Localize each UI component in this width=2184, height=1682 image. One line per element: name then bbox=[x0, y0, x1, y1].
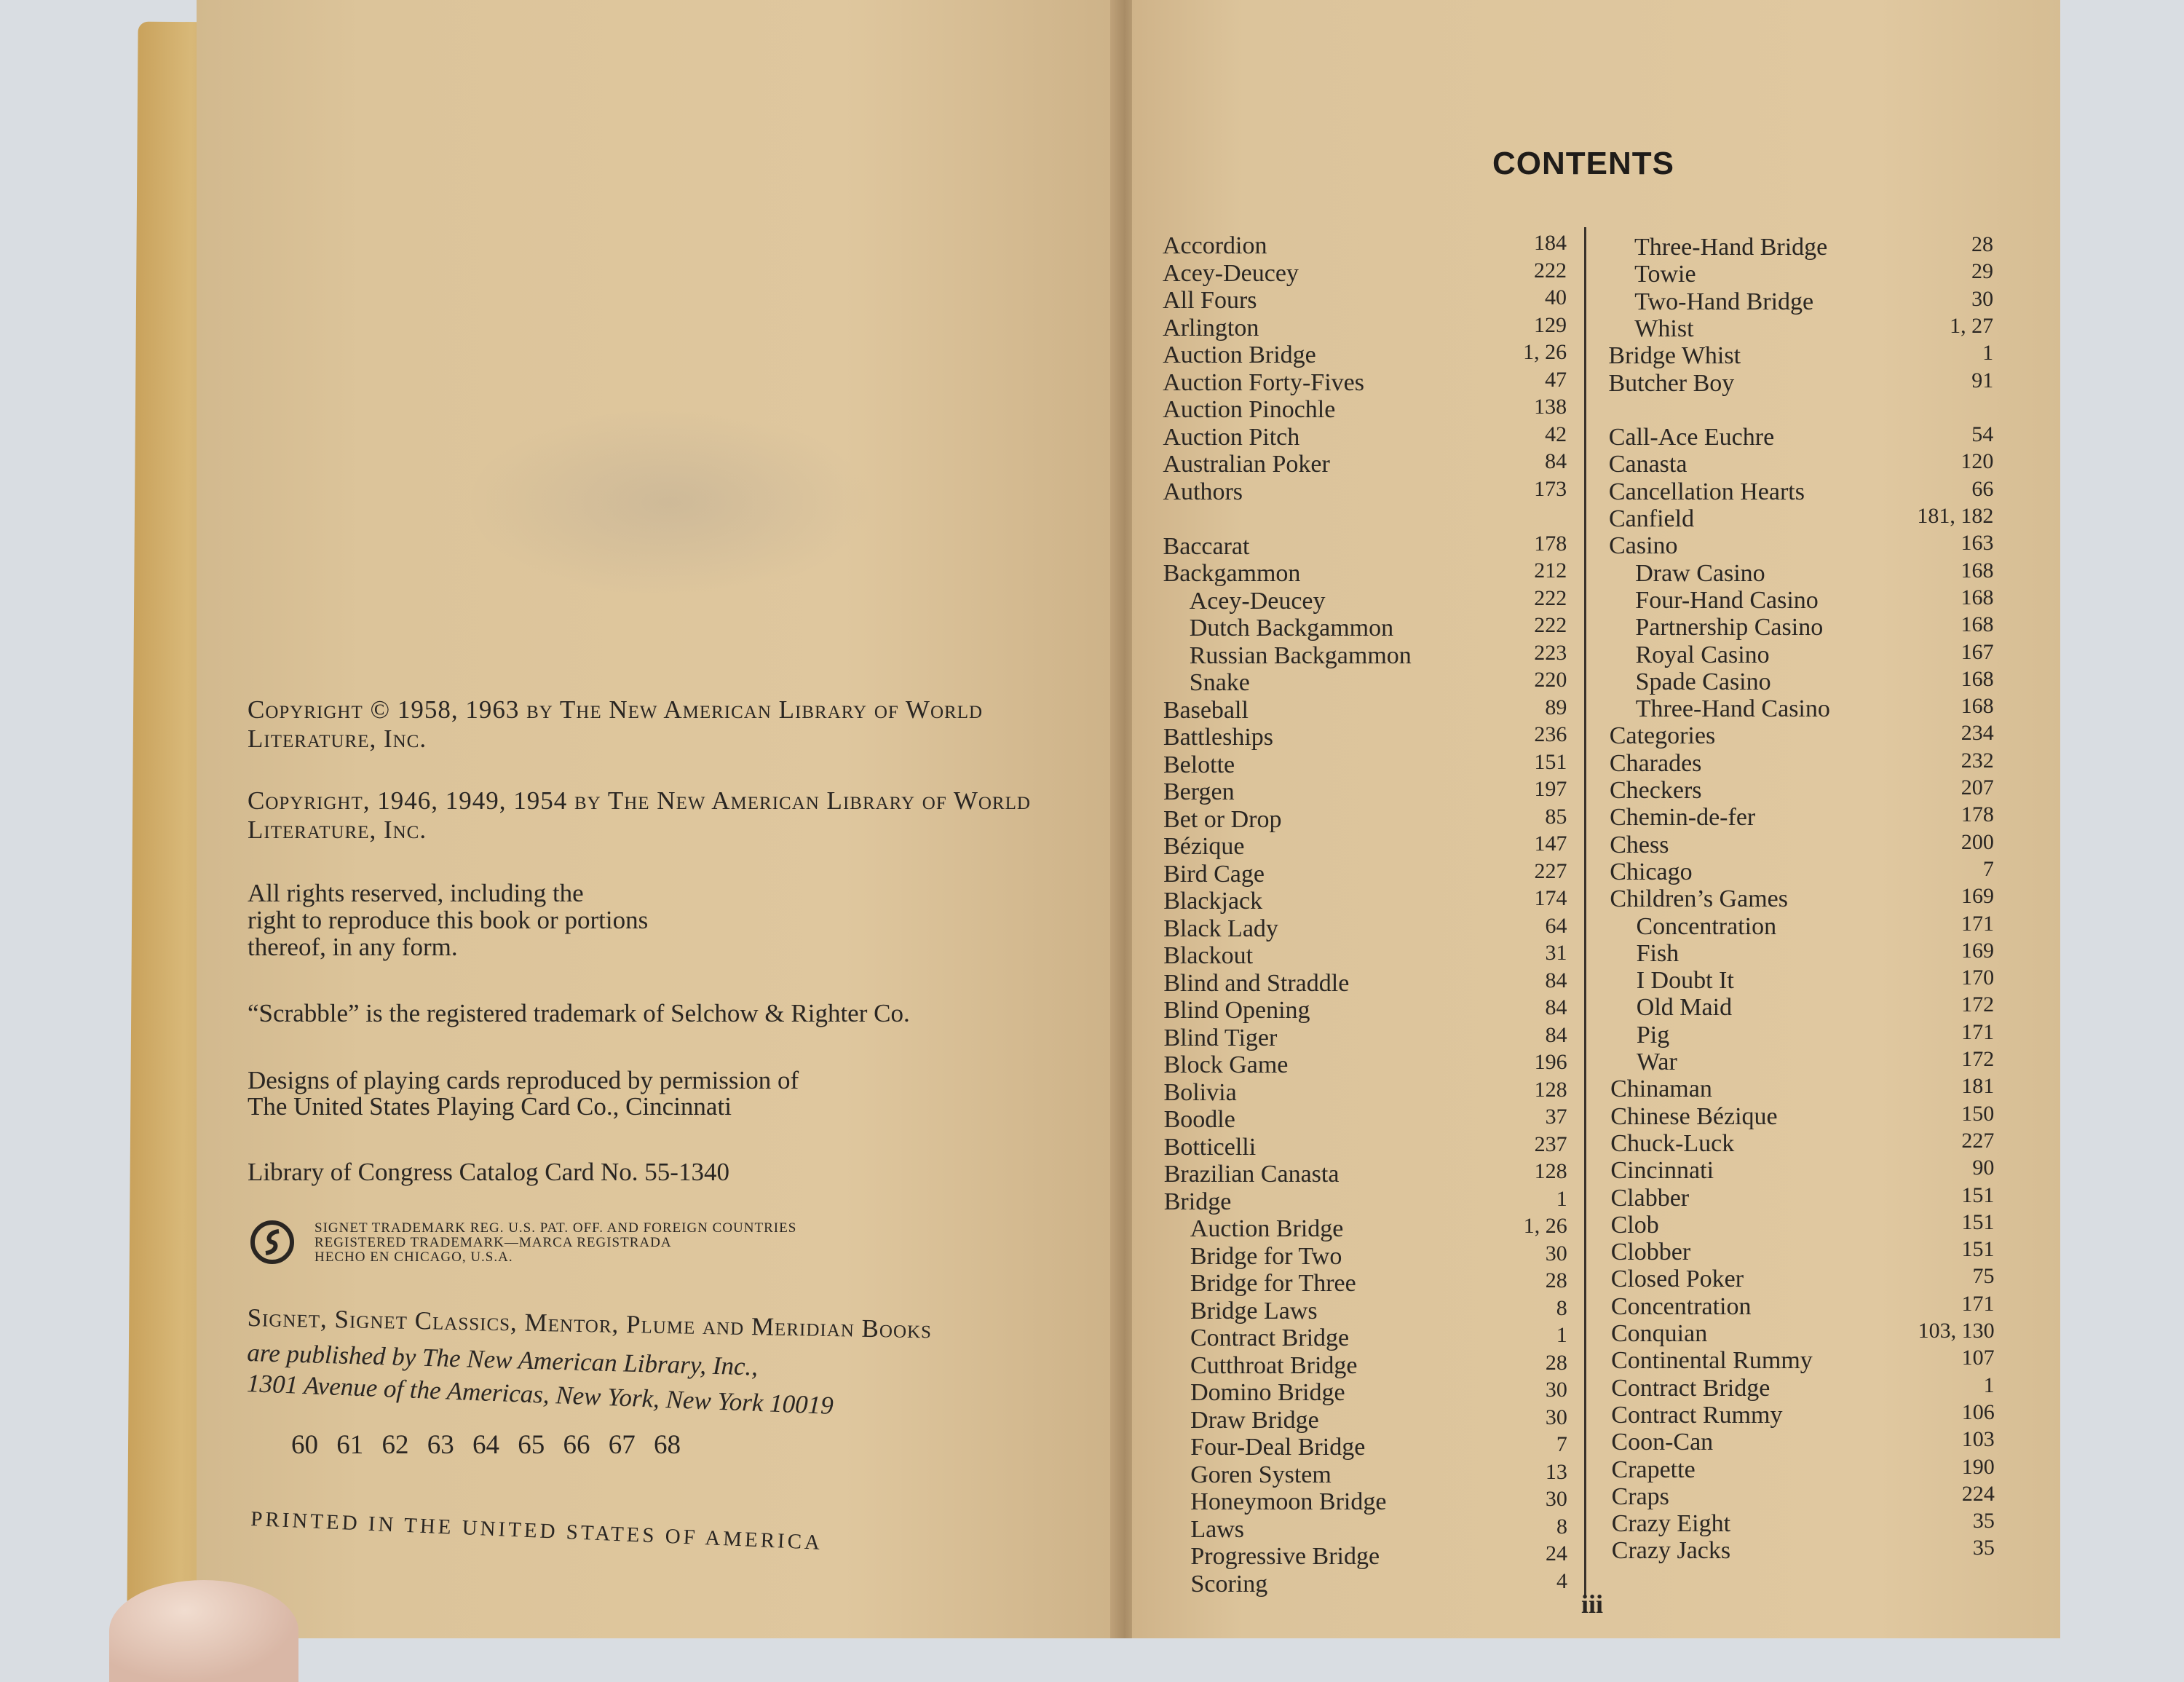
contents-entry-page: 174 bbox=[1534, 886, 1567, 910]
contents-entry-page: 150 bbox=[1961, 1101, 1995, 1126]
contents-entry-page: 35 bbox=[1972, 1509, 1995, 1533]
contents-entry-name: Four-Hand Casino bbox=[1635, 586, 1819, 614]
contents-entry-name: Baseball bbox=[1163, 696, 1249, 724]
rights-line-1: All rights reserved, including the bbox=[248, 879, 584, 907]
contents-entry-page: 181, 182 bbox=[1917, 504, 1994, 528]
trademark-line-2: REGISTERED TRADEMARK—MARCA REGISTRADA bbox=[314, 1235, 672, 1250]
contents-entry-page: 178 bbox=[1961, 802, 1994, 827]
contents-entry-page: 232 bbox=[1961, 748, 1994, 773]
contents-entry-page: 85 bbox=[1545, 804, 1567, 829]
contents-entry-name: Canasta bbox=[1608, 451, 1688, 478]
contents-entry-page: 138 bbox=[1534, 395, 1567, 419]
thumb bbox=[109, 1580, 298, 1682]
publisher-line-1: Signet, Signet Classics, Mentor, Plume and Meridian Books bbox=[247, 1303, 933, 1344]
contents-entry-page: 129 bbox=[1534, 312, 1567, 337]
contents-entry-page: 128 bbox=[1534, 1159, 1567, 1183]
contents-entry-name: Brazilian Canasta bbox=[1163, 1161, 1340, 1188]
contents-entry-name: Domino Bridge bbox=[1190, 1379, 1345, 1406]
contents-entry-page: 223 bbox=[1534, 640, 1567, 665]
contents-entry-name: All Fours bbox=[1163, 287, 1257, 314]
contents-entry-page: 151 bbox=[1961, 1237, 1995, 1262]
contents-entry-page: 1 bbox=[1983, 1373, 1995, 1397]
contents-entry-name: Closed Poker bbox=[1610, 1266, 1744, 1293]
contents-entry-name: Towie bbox=[1634, 261, 1696, 288]
contents-entry-page: 91 bbox=[1971, 368, 1994, 392]
contents-entry-page: 168 bbox=[1961, 694, 1994, 719]
contents-entry-page: 30 bbox=[1545, 1487, 1567, 1511]
contents-entry-page: 1 bbox=[1982, 341, 1994, 366]
contents-entry-page: 168 bbox=[1961, 666, 1994, 691]
contents-entry-page: 30 bbox=[1545, 1241, 1567, 1266]
contents-entry-name: Progressive Bridge bbox=[1190, 1543, 1380, 1570]
contents-entry-page: 190 bbox=[1961, 1454, 1995, 1479]
contents-entry-page: 30 bbox=[1545, 1378, 1567, 1402]
contents-entry-page: 106 bbox=[1961, 1399, 1995, 1424]
contents-entry-name: Fish bbox=[1636, 939, 1679, 967]
contents-entry-page: 84 bbox=[1545, 995, 1567, 1019]
publisher-line-2: are published by The New American Library, Inc., bbox=[246, 1338, 759, 1381]
contents-entry-page: 171 bbox=[1961, 1019, 1995, 1044]
contents-entry-page: 84 bbox=[1545, 1022, 1567, 1047]
contents-entry-name: Chess bbox=[1610, 831, 1669, 858]
contents-entry-name: Backgammon bbox=[1163, 560, 1301, 587]
contents-entry-name: Scoring bbox=[1190, 1570, 1268, 1598]
copyright-1: Copyright © 1958, 1963 by The New American Library of World Literature, Inc. bbox=[248, 695, 984, 753]
contents-entry-name: Bolivia bbox=[1163, 1078, 1237, 1106]
contents-entry-name: Categories bbox=[1609, 722, 1716, 750]
rights-line-3: thereof, in any form. bbox=[248, 933, 458, 961]
contents-entry-page: 196 bbox=[1534, 1050, 1567, 1074]
contents-entry-name: Goren System bbox=[1190, 1461, 1332, 1488]
contents-entry-name: Snake bbox=[1189, 669, 1250, 696]
contents-entry-page: 35 bbox=[1972, 1536, 1995, 1560]
contents-entry-name: Auction Bridge bbox=[1163, 341, 1316, 368]
contents-entry-page: 178 bbox=[1534, 531, 1567, 556]
contents-entry-page: 31 bbox=[1545, 941, 1567, 965]
contents-entry-name: Bridge Whist bbox=[1608, 342, 1741, 370]
contents-entry-name: Cancellation Hearts bbox=[1608, 478, 1805, 505]
contents-entry-name: Auction Pinochle bbox=[1163, 396, 1336, 423]
contents-entry-name: Bézique bbox=[1163, 833, 1245, 860]
contents-entry-name: War bbox=[1637, 1049, 1677, 1075]
contents-entry-name: Conquian bbox=[1611, 1320, 1708, 1347]
contents-entry-page: 84 bbox=[1545, 968, 1567, 992]
designs-line-2: The United States Playing Card Co., Cincinnati bbox=[248, 1092, 732, 1121]
contents-entry-name: Chemin-de-fer bbox=[1610, 804, 1756, 832]
contents-entry-page: 120 bbox=[1961, 449, 1994, 474]
contents-entry-name: Bridge bbox=[1163, 1188, 1232, 1215]
contents-entry-page: 89 bbox=[1545, 695, 1567, 719]
page-folio: iii bbox=[1581, 1590, 1604, 1619]
contents-entry-page: 224 bbox=[1961, 1481, 1995, 1506]
contents-entry-page: 90 bbox=[1972, 1156, 1995, 1180]
contents-entry-page: 227 bbox=[1534, 858, 1567, 883]
contents-entry-page: 173 bbox=[1534, 476, 1567, 501]
trademark-notice bbox=[314, 1221, 955, 1265]
contents-entry-name: Draw Casino bbox=[1635, 559, 1765, 587]
contents-entry-page: 236 bbox=[1534, 722, 1567, 746]
contents-entry-page: 220 bbox=[1534, 668, 1567, 692]
contents-entry-page: 24 bbox=[1545, 1541, 1567, 1565]
contents-entry-name: Laws bbox=[1190, 1515, 1244, 1543]
trademark-line-1: SIGNET TRADEMARK REG. U.S. PAT. OFF. AND FOREIGN COUNTRIES bbox=[314, 1220, 797, 1236]
contents-entry-page: 66 bbox=[1971, 476, 1994, 501]
rights-line-2: right to reproduce this book or portions bbox=[248, 906, 649, 934]
contents-entry-name: Checkers bbox=[1610, 777, 1702, 804]
contents-entry-name: Three-Hand Bridge bbox=[1634, 234, 1828, 261]
contents-entry-name: Honeymoon Bridge bbox=[1190, 1488, 1387, 1515]
contents-entry-page: 47 bbox=[1545, 367, 1567, 392]
contents-entry-page: 197 bbox=[1534, 777, 1567, 801]
contents-entry-page: 169 bbox=[1961, 938, 1995, 963]
contents-entry-page: 1 bbox=[1556, 1323, 1567, 1347]
contents-entry-page: 103, 130 bbox=[1918, 1319, 1995, 1343]
contents-entry-page: 128 bbox=[1534, 1077, 1567, 1102]
contents-entry-page: 28 bbox=[1971, 232, 1993, 256]
contents-entry-page: 1, 27 bbox=[1950, 313, 1994, 338]
contents-entry-page: 84 bbox=[1545, 449, 1567, 473]
contents-entry-page: 147 bbox=[1534, 832, 1567, 856]
contents-entry-name: Coon-Can bbox=[1611, 1429, 1714, 1456]
contents-entry-name: Pig bbox=[1636, 1021, 1670, 1049]
contents-entry-name: Auction Bridge bbox=[1190, 1215, 1344, 1242]
contents-entry-page: 170 bbox=[1961, 966, 1995, 990]
contents-entry-page: 172 bbox=[1961, 992, 1995, 1017]
contents-entry-page: 1, 26 bbox=[1523, 340, 1567, 364]
contents-entry-page: 169 bbox=[1961, 884, 1994, 909]
contents-title: CONTENTS bbox=[1492, 146, 1674, 181]
contents-entry-page: 168 bbox=[1961, 558, 1994, 583]
contents-entry-name: Bridge for Three bbox=[1190, 1270, 1356, 1297]
contents-entry-page: 222 bbox=[1534, 585, 1567, 610]
contents-entry-name: Clabber bbox=[1610, 1184, 1690, 1212]
contents-entry-name: Authors bbox=[1163, 478, 1243, 505]
contents-entry-name: Blackout bbox=[1163, 942, 1254, 969]
contents-entry-page: 237 bbox=[1534, 1132, 1567, 1156]
contents-entry-page: 222 bbox=[1534, 613, 1567, 637]
contents-entry-name: Bridge for Two bbox=[1190, 1242, 1342, 1270]
contents-entry-name: Belotte bbox=[1163, 751, 1235, 778]
contents-entry-name: Call-Ace Euchre bbox=[1608, 424, 1775, 451]
contents-entry-page: 234 bbox=[1961, 721, 1994, 746]
contents-entry-name: Partnership Casino bbox=[1635, 614, 1824, 641]
catalog-number: Library of Congress Catalog Card No. 55-1340 bbox=[248, 1158, 729, 1186]
contents-entry-page: 30 bbox=[1971, 286, 1994, 311]
contents-entry-name: Contract Bridge bbox=[1190, 1324, 1350, 1351]
contents-entry-page: 7 bbox=[1556, 1432, 1567, 1456]
contents-entry-name: Cincinnati bbox=[1610, 1157, 1714, 1185]
contents-entry-page: 200 bbox=[1961, 829, 1994, 854]
contents-entry-page: 227 bbox=[1961, 1128, 1995, 1153]
contents-entry-name: Battleships bbox=[1163, 724, 1273, 751]
contents-entry-page: 163 bbox=[1961, 531, 1994, 556]
contents-entry-page: 167 bbox=[1961, 639, 1994, 664]
contents-entry-name: Block Game bbox=[1163, 1051, 1289, 1078]
contents-entry-page: 168 bbox=[1961, 585, 1994, 609]
contents-entry-name: Bridge Laws bbox=[1190, 1297, 1318, 1324]
contents-entry-name: Cutthroat Bridge bbox=[1190, 1351, 1358, 1379]
contents-entry-page: 222 bbox=[1534, 258, 1567, 283]
contents-entry-name: Crapette bbox=[1611, 1456, 1696, 1483]
contents-entry-page: 1 bbox=[1556, 1186, 1567, 1211]
contents-entry-page: 107 bbox=[1961, 1346, 1995, 1370]
contents-entry-name: Australian Poker bbox=[1163, 451, 1330, 478]
contents-entry-name: Bird Cage bbox=[1163, 860, 1265, 888]
contents-entry-page: 181 bbox=[1961, 1074, 1995, 1099]
contents-entry-name: I Doubt It bbox=[1636, 967, 1734, 995]
contents-entry-name: Spade Casino bbox=[1635, 668, 1771, 695]
contents-entry-name: Blind Tiger bbox=[1163, 1024, 1278, 1051]
contents-entry-page: 8 bbox=[1556, 1295, 1567, 1320]
contents-entry-page: 168 bbox=[1961, 612, 1994, 637]
contents-entry-name: Bet or Drop bbox=[1163, 805, 1282, 833]
contents-entry-name: Two-Hand Bridge bbox=[1634, 288, 1814, 315]
contents-entry-name: Chicago bbox=[1610, 858, 1693, 885]
contents-entry-name: Clobber bbox=[1610, 1239, 1691, 1266]
contents-entry-name: Craps bbox=[1611, 1482, 1669, 1510]
contents-entry-name: Blackjack bbox=[1163, 888, 1263, 915]
contents-entry-page: 28 bbox=[1545, 1268, 1567, 1292]
contents-entry-name: Canfield bbox=[1609, 505, 1695, 532]
contents-entry-name: Accordion bbox=[1163, 232, 1267, 259]
page-smudge bbox=[466, 408, 874, 597]
contents-entry-name: Boodle bbox=[1163, 1106, 1235, 1133]
contents-entry-name: Blind and Straddle bbox=[1163, 969, 1350, 997]
contents-entry-name: Auction Forty-Fives bbox=[1163, 368, 1364, 396]
contents-entry-page: 1, 26 bbox=[1523, 1214, 1567, 1238]
contents-entry-name: Charades bbox=[1609, 749, 1702, 777]
contents-entry-page: 172 bbox=[1961, 1047, 1995, 1071]
contents-entry-name: Old Maid bbox=[1636, 994, 1733, 1022]
contents-entry-page: 75 bbox=[1972, 1264, 1995, 1289]
contents-entry-page: 42 bbox=[1545, 422, 1567, 446]
contents-entry-name: Four-Deal Bridge bbox=[1190, 1434, 1366, 1461]
contents-entry-name: Butcher Boy bbox=[1608, 369, 1735, 397]
contents-entry-name: Acey-Deucey bbox=[1189, 587, 1326, 615]
contents-entry-name: Auction Pitch bbox=[1163, 423, 1300, 451]
contents-entry-name: Continental Rummy bbox=[1611, 1347, 1813, 1375]
contents-entry-name: Black Lady bbox=[1163, 915, 1278, 942]
contents-entry-name: Draw Bridge bbox=[1190, 1406, 1319, 1434]
contents-entry-name: Chinaman bbox=[1610, 1075, 1712, 1103]
contents-entry-name: Contract Rummy bbox=[1611, 1401, 1783, 1429]
contents-entry-page: 171 bbox=[1961, 911, 1994, 936]
contents-entry-name: Three-Hand Casino bbox=[1635, 695, 1830, 723]
contents-entry-page: 4 bbox=[1556, 1568, 1567, 1593]
contents-entry-page: 54 bbox=[1971, 422, 1994, 447]
contents-entry-page: 40 bbox=[1545, 285, 1567, 309]
signet-logo-icon bbox=[250, 1220, 295, 1265]
contents-entry-page: 28 bbox=[1545, 1350, 1567, 1375]
designs-line-1: Designs of playing cards reproduced by permission of bbox=[248, 1066, 799, 1094]
publisher-line-3: 1301 Avenue of the Americas, New York, New York 10019 bbox=[246, 1369, 834, 1420]
contents-entry-name: Russian Backgammon bbox=[1189, 641, 1412, 669]
contents-entry-name: Children’s Games bbox=[1610, 885, 1788, 913]
contents-entry-name: Dutch Backgammon bbox=[1189, 615, 1394, 641]
contents-entry-page: 212 bbox=[1534, 558, 1567, 583]
contents-entry-page: 64 bbox=[1545, 913, 1567, 938]
trademark-line-3: HECHO EN CHICAGO, U.S.A. bbox=[314, 1249, 513, 1265]
contents-entry-page: 8 bbox=[1556, 1514, 1567, 1539]
contents-entry-page: 103 bbox=[1961, 1427, 1995, 1452]
printing-line: 60 61 62 63 64 65 66 67 68 bbox=[291, 1430, 681, 1460]
column-rule bbox=[1584, 227, 1586, 1596]
contents-entry-page: 7 bbox=[1982, 856, 1994, 881]
contents-entry-page: 184 bbox=[1534, 231, 1567, 255]
contents-entry-name: Royal Casino bbox=[1635, 641, 1770, 668]
contents-entry-name: Botticelli bbox=[1163, 1133, 1257, 1161]
contents-entry-name: Chuck-Luck bbox=[1610, 1129, 1735, 1157]
contents-entry-name: Concentration bbox=[1636, 912, 1777, 940]
copyright-2: Copyright, 1946, 1949, 1954 by The New American Library of World Literature, Inc. bbox=[248, 786, 1031, 844]
contents-entry-name: Clob bbox=[1610, 1211, 1659, 1239]
printed-in: PRINTED IN THE UNITED STATES OF AMERICA bbox=[250, 1507, 823, 1555]
contents-entry-name: Concentration bbox=[1610, 1292, 1752, 1320]
contents-entry-page: 29 bbox=[1971, 259, 1994, 284]
contents-entry-name: Baccarat bbox=[1163, 532, 1250, 560]
contents-entry-name: Crazy Eight bbox=[1611, 1510, 1731, 1538]
contents-entry-page: 171 bbox=[1961, 1291, 1995, 1316]
contents-entry-name: Acey-Deucey bbox=[1163, 259, 1299, 287]
contents-entry-page: 207 bbox=[1961, 775, 1994, 799]
contents-entry-page: 30 bbox=[1545, 1405, 1567, 1429]
contents-entry-name: Blind Opening bbox=[1163, 997, 1310, 1024]
contents-entry-page: 151 bbox=[1534, 749, 1567, 774]
contents-entry-page: 13 bbox=[1545, 1459, 1567, 1484]
contents-entry-name: Contract Bridge bbox=[1611, 1374, 1770, 1402]
contents-entry-name: Crazy Jacks bbox=[1611, 1537, 1731, 1565]
contents-entry-page: 151 bbox=[1961, 1182, 1995, 1207]
contents-entry-name: Casino bbox=[1609, 532, 1678, 560]
contents-entry-page: 151 bbox=[1961, 1209, 1995, 1234]
contents-entry-name: Whist bbox=[1634, 315, 1694, 342]
scrabble-trademark: “Scrabble” is the registered trademark of Selchow & Righter Co. bbox=[248, 999, 910, 1027]
contents-entry-name: Bergen bbox=[1163, 778, 1235, 805]
contents-entry-name: Chinese Bézique bbox=[1610, 1102, 1778, 1130]
contents-entry-name: Arlington bbox=[1163, 314, 1259, 341]
contents-entry-page: 37 bbox=[1545, 1105, 1567, 1129]
